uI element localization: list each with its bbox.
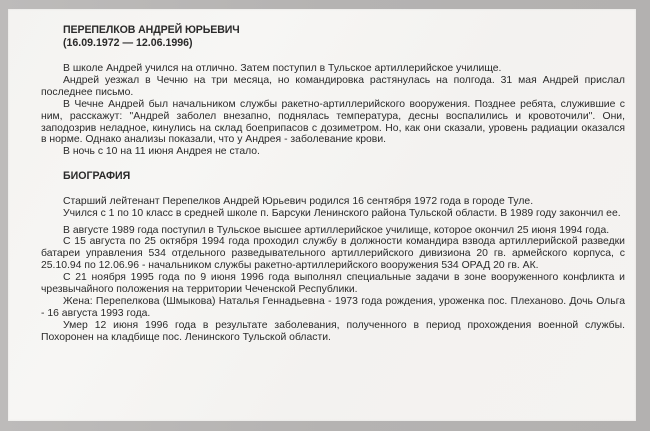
document-page <box>8 9 636 421</box>
intro-paragraph: В Чечне Андрей был начальником службы ракетно-артиллерийского вооружения. Позднее ребята, служившие с ним, расскажут: "Андрей заболел внезапно, поднялась температура, десны воспалились и кровоточили". Они, заподозрив неладное, кинулись на склад боеприпасов с дозиметром. Но, как они сказали, уровень радиации оказался в норме. Однако анализы показали, что у Андрея - заболевание крови. <box>41 98 625 146</box>
intro-paragraph: В ночь с 10 на 11 июня Андрея не стало. <box>63 146 260 158</box>
biography-paragraph: Жена: Перепелкова (Шмыкова) Наталья Геннадьевна - 1973 года рождения, уроженка пос. Плеханово. Дочь Ольга - 16 августа 1993 года. <box>41 296 625 319</box>
intro-section <box>41 63 625 158</box>
person-name: ПЕРЕПЕЛКОВ АНДРЕЙ ЮРЬЕВИЧ <box>63 24 240 36</box>
intro-paragraph: Андрей уезжал в Чечню на три месяца, но командировка растянулась на полгода. 31 мая Андрей прислал последнее письмо. <box>41 74 625 98</box>
biography-paragraph: Учился с 1 по 10 класс в средней школе п. Барсуки Ленинского района Тульской области. В 1989 году закончил ее. <box>63 207 621 219</box>
life-dates: (16.09.1972 — 12.06.1996) <box>63 36 193 49</box>
biography-paragraph: С 15 августа по 25 октября 1994 года проходил службу в должности командира взвода артиллерийской разведки батареи управления 534 отдельного разведывательного артиллерийского дивизиона 20 гв. армейского корпуса, с 25.10.94 по 12.06.96 - начальником службы ракетно-артиллерийского вооружения 534 ОРАД 20 гв. АК. <box>41 236 625 272</box>
biography-section <box>41 196 625 344</box>
document-content <box>41 24 625 344</box>
intro-paragraph: В школе Андрей учился на отлично. Затем поступил в Тульское артиллерийское училище. <box>63 63 502 74</box>
biography-paragraph: Старший лейтенант Перепелков Андрей Юрьевич родился 16 сентября 1972 года в городе Туле. <box>63 195 534 207</box>
biography-paragraph: С 21 ноября 1995 года по 9 июня 1996 года выполнял специальные задачи в зоне вооруженного конфликта и чрезвычайного положения на территории Чеченской Республики. <box>41 272 625 296</box>
biography-paragraph: Умер 12 июня 1996 года в результате заболевания, полученного в период прохождения военной службы. Похоронен на кладбище пос. Ленинского Тульской области. <box>41 319 625 343</box>
biography-heading: БИОГРАФИЯ <box>63 170 131 183</box>
biography-paragraph: В августе 1989 года поступил в Тульское высшее артиллерийское училище, которое окончил 25 июня 1994 года. <box>63 224 610 236</box>
